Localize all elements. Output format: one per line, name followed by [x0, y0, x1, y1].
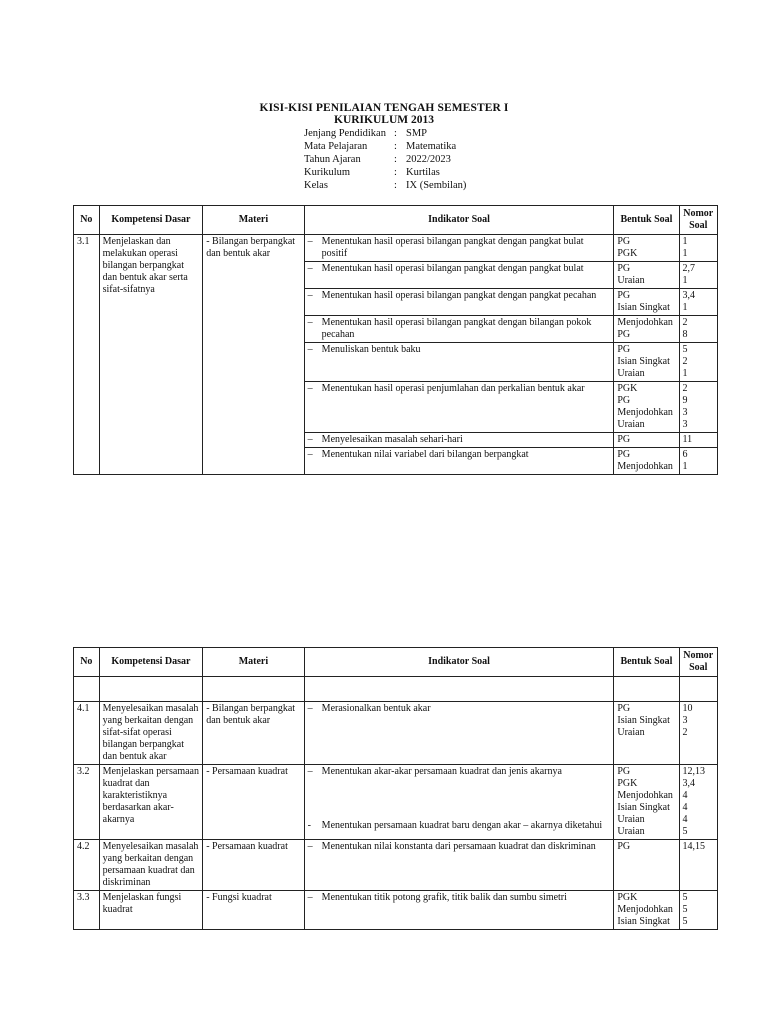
cell-indikator — [304, 448, 614, 475]
empty-cell — [74, 677, 100, 702]
cell-kd: Menyelesaikan masalah yang berkaitan dengan persamaan kuadrat dan diskriminan — [99, 840, 203, 891]
column-header-kd: Kompetensi Dasar — [99, 206, 203, 235]
cell-bentuk: Menjodohkan PG — [614, 316, 679, 343]
column-header-materi: Materi — [203, 206, 304, 235]
dash-bullet: – — [307, 383, 313, 394]
cell-bentuk: PG — [614, 433, 679, 448]
indikator-text: Menuliskan bentuk baku — [321, 344, 421, 355]
column-header-no: No — [74, 648, 100, 677]
indikator-text: Menentukan titik potong grafik, titik balik dan sumbu simetri — [321, 892, 567, 903]
table-row — [74, 235, 718, 262]
dash-bullet: – — [307, 449, 313, 460]
column-header-nomor: Nomor Soal — [679, 206, 717, 235]
cell-materi: - Persamaan kuadrat — [203, 765, 304, 840]
table-row — [74, 891, 718, 930]
column-header-indikator: Indikator Soal — [304, 206, 614, 235]
dash-bullet: – — [307, 263, 313, 274]
info-row-kurikulum — [304, 166, 466, 179]
cell-indikator — [304, 891, 614, 930]
column-header-no: No — [74, 206, 100, 235]
indikator-text: Menentukan akar-akar persamaan kuadrat dan jenis akarnya — [321, 766, 562, 777]
cell-no: 3.2 — [74, 765, 100, 840]
empty-cell — [203, 677, 304, 702]
indikator-text: Menentukan hasil operasi bilangan pangkat dengan pangkat pecahan — [321, 290, 597, 301]
cell-nomor: 10 3 2 — [679, 702, 717, 765]
cell-bentuk: PG Menjodohkan — [614, 448, 679, 475]
cell-materi: - Fungsi kuadrat — [203, 891, 304, 930]
cell-nomor: 2 8 — [679, 316, 717, 343]
table-header-row — [74, 206, 718, 235]
dash-bullet: – — [307, 892, 313, 903]
cell-bentuk: PG Isian Singkat — [614, 289, 679, 316]
cell-bentuk: PGK PG Menjodohkan Uraian — [614, 382, 679, 433]
dash-bullet: – — [307, 766, 313, 777]
indikator-text: Menentukan persamaan kuadrat baru dengan akar – akarnya diketahui — [321, 820, 603, 831]
column-header-materi: Materi — [203, 648, 304, 677]
column-header-nomor: Nomor Soal — [679, 648, 717, 677]
cell-nomor: 5 5 5 — [679, 891, 717, 930]
cell-nomor: 12,13 3,4 4 4 4 5 — [679, 765, 717, 840]
empty-cell — [304, 677, 614, 702]
cell-nomor: 14,15 — [679, 840, 717, 891]
info-value: 2022/2023 — [406, 154, 451, 165]
table-row — [74, 702, 718, 765]
table-row — [74, 765, 718, 840]
info-separator: : — [394, 180, 397, 191]
info-row-mapel — [304, 140, 466, 153]
cell-bentuk: PG PGK — [614, 235, 679, 262]
info-value: IX (Sembilan) — [406, 180, 467, 191]
cell-nomor: 1 1 — [679, 235, 717, 262]
cell-indikator — [304, 235, 614, 262]
empty-row — [74, 677, 718, 702]
dash-bullet: – — [307, 317, 313, 328]
info-label: Tahun Ajaran — [304, 154, 361, 165]
cell-bentuk: PG — [614, 840, 679, 891]
info-value: Kurtilas — [406, 167, 440, 178]
cell-indikator — [304, 343, 614, 382]
cell-indikator — [304, 289, 614, 316]
indikator-text: Menyelesaikan masalah sehari-hari — [321, 434, 463, 445]
identity-info — [304, 127, 466, 192]
cell-materi: - Bilangan berpangkat dan bentuk akar — [203, 702, 304, 765]
cell-bentuk: PG PGK Menjodohkan Isian Singkat Uraian Uraian — [614, 765, 679, 840]
cell-indikator — [304, 765, 614, 840]
document-title: KISI-KISI PENILAIAN TENGAH SEMESTER I — [259, 102, 509, 114]
info-label: Jenjang Pendidikan — [304, 128, 386, 139]
dash-bullet: – — [307, 344, 313, 355]
column-header-bentuk: Bentuk Soal — [614, 206, 679, 235]
indikator-text: Menentukan hasil operasi penjumlahan dan perkalian bentuk akar — [321, 383, 585, 394]
info-row-tahun — [304, 153, 466, 166]
dash-bullet: – — [307, 236, 313, 247]
indikator-text: Menentukan hasil operasi bilangan pangkat dengan pangkat bulat — [321, 263, 584, 274]
cell-nomor: 2,7 1 — [679, 262, 717, 289]
cell-indikator — [304, 262, 614, 289]
cell-indikator — [304, 702, 614, 765]
indikator-text: Menentukan hasil operasi bilangan pangkat dengan bilangan pokok pecahan — [321, 317, 592, 340]
cell-no: 3.3 — [74, 891, 100, 930]
info-label: Mata Pelajaran — [304, 141, 368, 152]
cell-indikator — [304, 840, 614, 891]
kisi-kisi-table-2 — [73, 647, 718, 930]
kisi-kisi-table-1 — [73, 205, 718, 475]
column-header-kd: Kompetensi Dasar — [99, 648, 203, 677]
cell-bentuk: PGK Menjodohkan Isian Singkat — [614, 891, 679, 930]
info-row-jenjang — [304, 127, 466, 140]
info-separator: : — [394, 167, 397, 178]
cell-materi: - Persamaan kuadrat — [203, 840, 304, 891]
dash-bullet: – — [307, 434, 313, 445]
cell-kd: Menjelaskan fungsi kuadrat — [99, 891, 203, 930]
cell-no: 4.1 — [74, 702, 100, 765]
cell-nomor: 2 9 3 3 — [679, 382, 717, 433]
cell-nomor: 11 — [679, 433, 717, 448]
table-header-row — [74, 648, 718, 677]
dash-bullet: - — [307, 820, 312, 831]
cell-no: 3.1 — [74, 235, 100, 475]
indikator-text: Menentukan nilai variabel dari bilangan berpangkat — [321, 449, 529, 460]
info-separator: : — [394, 128, 397, 139]
cell-kd: Menjelaskan dan melakukan operasi bilangan berpangkat dan bentuk akar serta sifat-sifatnya — [99, 235, 203, 475]
empty-cell — [614, 677, 679, 702]
cell-nomor: 3,4 1 — [679, 289, 717, 316]
dash-bullet: – — [307, 841, 313, 852]
cell-nomor: 5 2 1 — [679, 343, 717, 382]
dash-bullet: – — [307, 703, 313, 714]
cell-no: 4.2 — [74, 840, 100, 891]
info-row-kelas — [304, 179, 466, 192]
cell-kd: Menjelaskan persamaan kuadrat dan karakteristiknya berdasarkan akar-akarnya — [99, 765, 203, 840]
document-header — [0, 102, 768, 126]
indikator-text: Merasionalkan bentuk akar — [321, 703, 431, 714]
info-label: Kurikulum — [304, 167, 351, 178]
info-label: Kelas — [304, 180, 328, 191]
cell-indikator — [304, 433, 614, 448]
empty-cell — [99, 677, 203, 702]
cell-bentuk: PG Isian Singkat Uraian — [614, 702, 679, 765]
document-subtitle: KURIKULUM 2013 — [334, 114, 434, 126]
column-header-indikator: Indikator Soal — [304, 648, 614, 677]
info-separator: : — [394, 141, 397, 152]
indikator-text: Menentukan nilai konstanta dari persamaan kuadrat dan diskriminan — [321, 841, 596, 852]
cell-indikator — [304, 382, 614, 433]
info-value: Matematika — [406, 141, 457, 152]
column-header-bentuk: Bentuk Soal — [614, 648, 679, 677]
empty-cell — [679, 677, 717, 702]
info-value: SMP — [406, 128, 428, 139]
cell-materi: - Bilangan berpangkat dan bentuk akar — [203, 235, 304, 475]
cell-bentuk: PG Uraian — [614, 262, 679, 289]
cell-bentuk: PG Isian Singkat Uraian — [614, 343, 679, 382]
indikator-text: Menentukan hasil operasi bilangan pangkat dengan pangkat bulat positif — [321, 236, 584, 259]
table-row — [74, 840, 718, 891]
dash-bullet: – — [307, 290, 313, 301]
cell-indikator — [304, 316, 614, 343]
cell-nomor: 6 1 — [679, 448, 717, 475]
info-separator: : — [394, 154, 397, 165]
cell-kd: Menyelesaikan masalah yang berkaitan dengan sifat-sifat operasi bilangan berpangkat dan bentuk akar — [99, 702, 203, 765]
